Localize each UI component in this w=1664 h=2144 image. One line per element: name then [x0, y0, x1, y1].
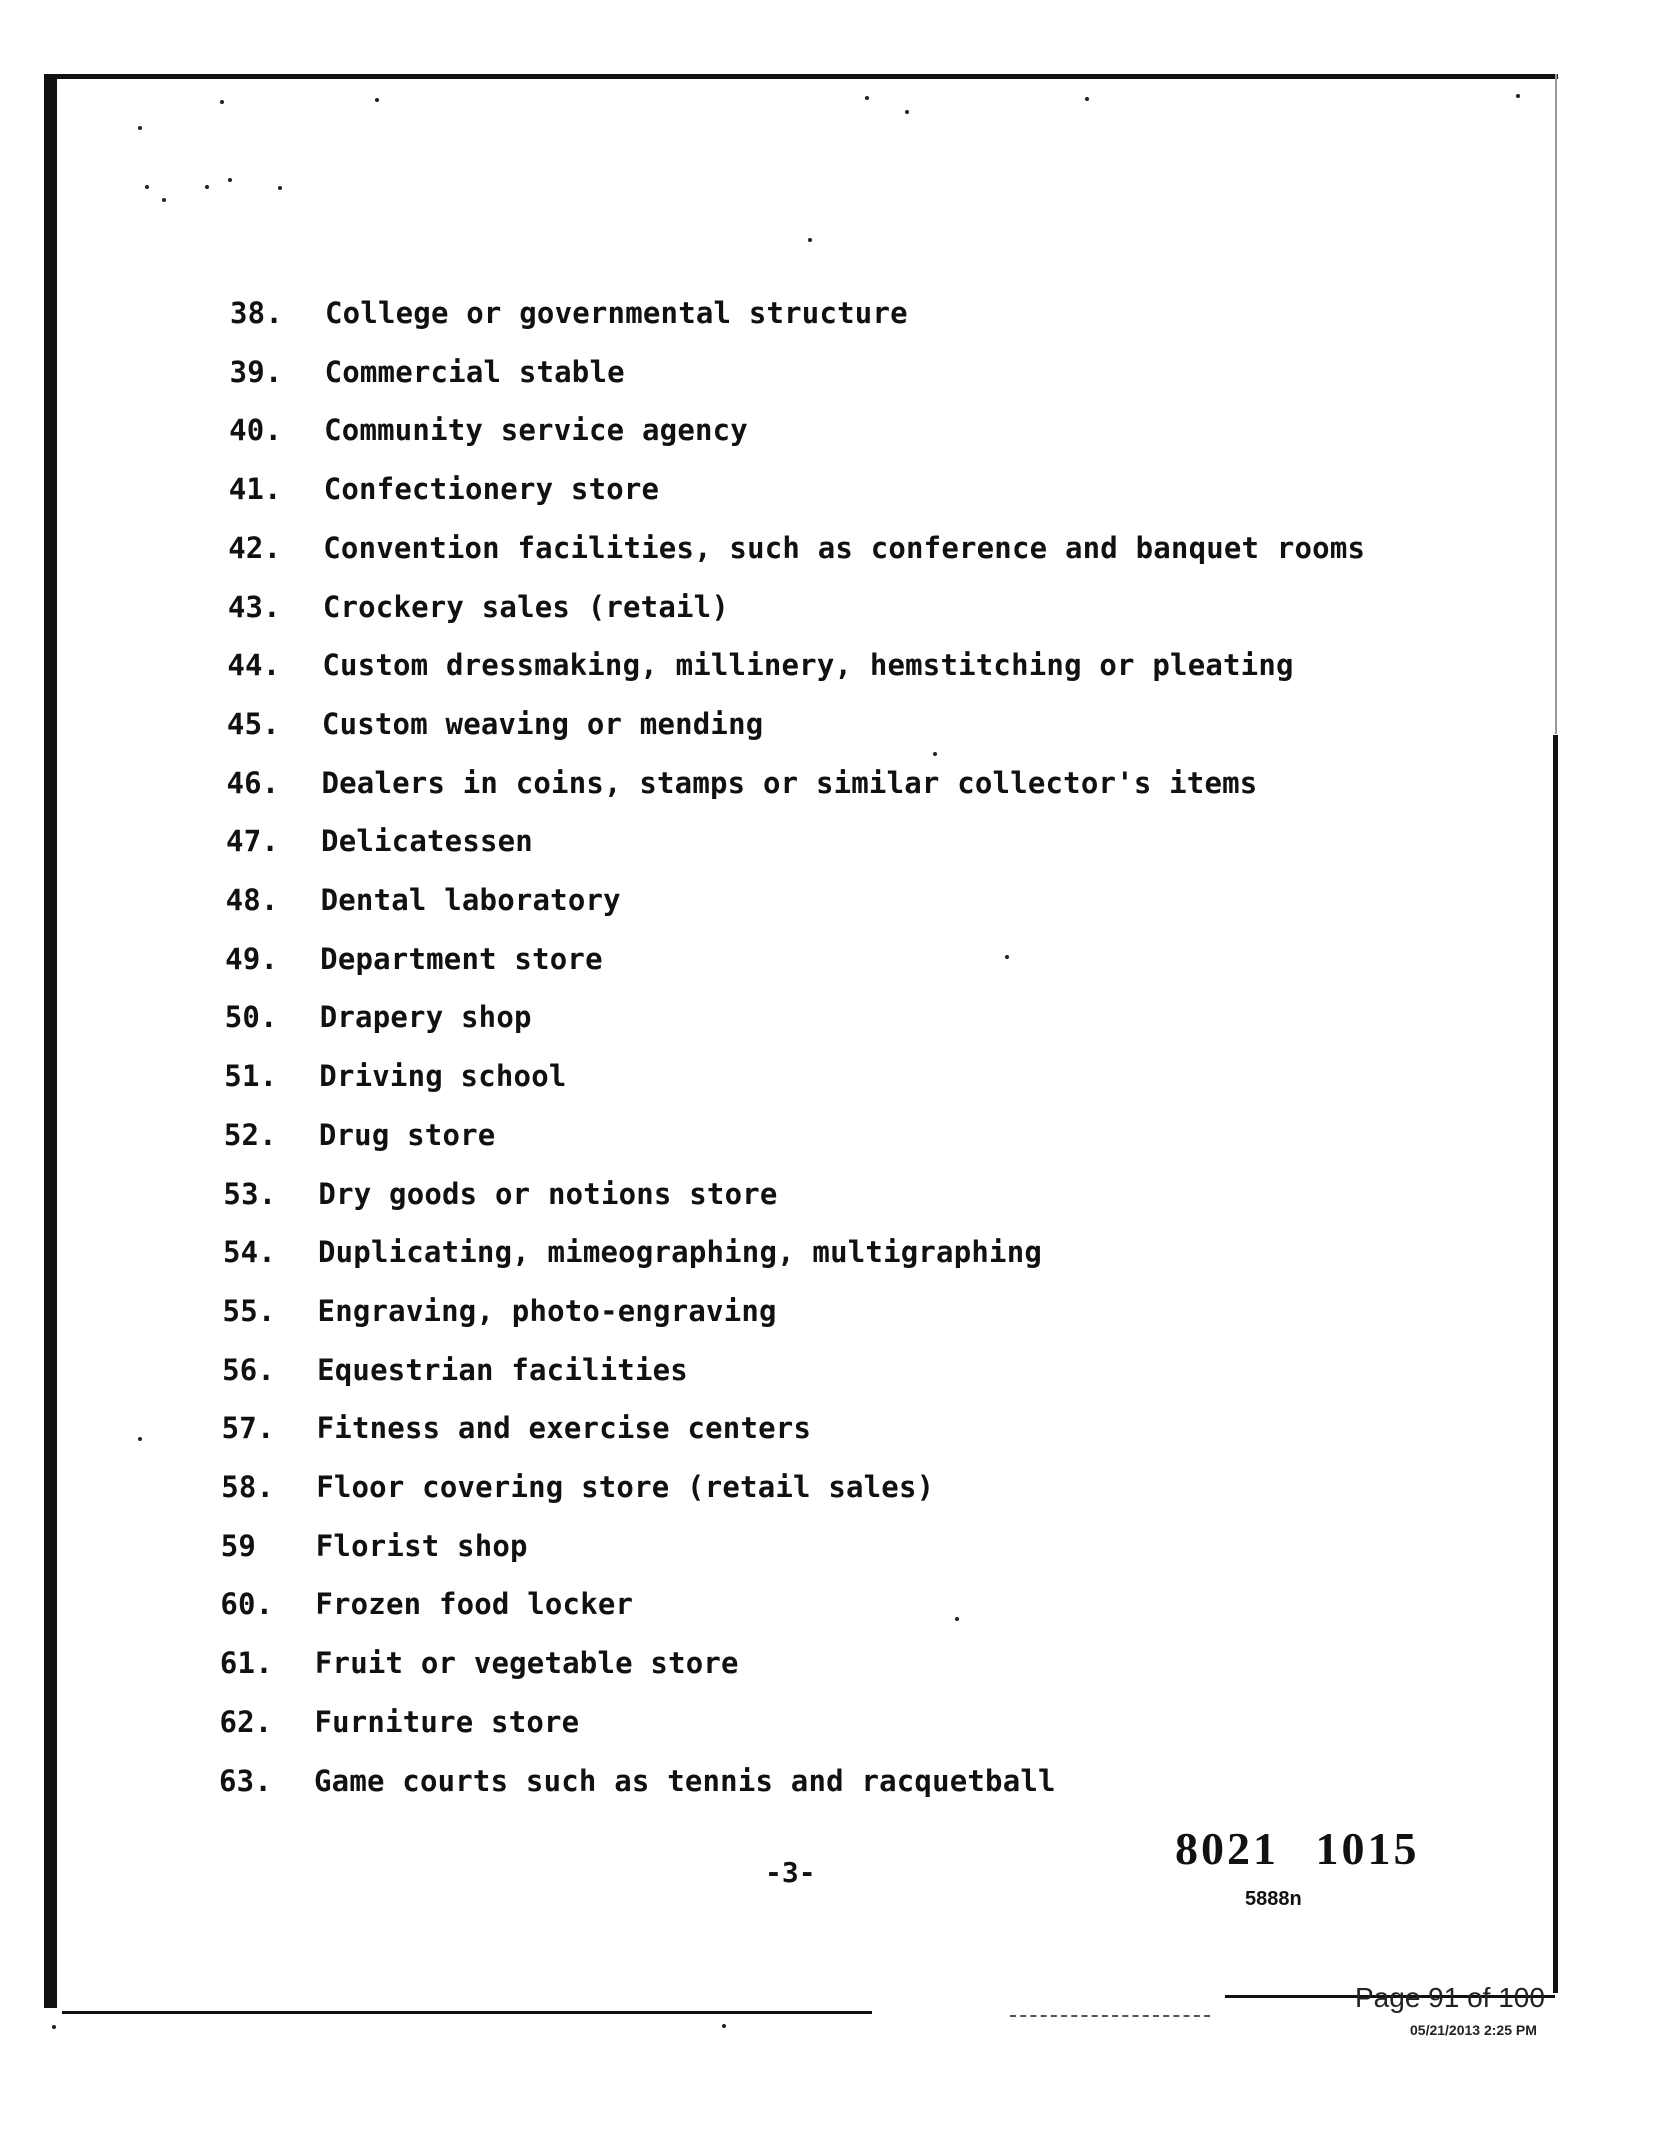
list-item-number: 59	[220, 1528, 257, 1563]
list-item	[223, 1177, 777, 1227]
list-item	[230, 296, 908, 346]
list-item	[220, 1646, 739, 1696]
scan-speck	[145, 185, 149, 189]
list-item-number: 54.	[222, 1235, 276, 1270]
list-item-text: Custom dressmaking, millinery, hemstitching or pleating	[322, 648, 1294, 683]
scan-speck	[1005, 955, 1009, 959]
list-item-text: Engraving, photo-engraving	[317, 1293, 777, 1328]
list-item-number: 57.	[221, 1411, 275, 1446]
scan-speck	[228, 178, 232, 182]
document-sub-code: 5888n	[1245, 1888, 1302, 1910]
list-item	[227, 707, 764, 757]
list-item-text: Drug store	[318, 1117, 496, 1152]
bottom-rule-dashed	[1010, 2015, 1210, 2017]
list-item-number: 49.	[225, 941, 279, 976]
list-item-text: Frozen food locker	[315, 1587, 634, 1622]
list-item-text: Game courts such as tennis and racquetball	[314, 1763, 1056, 1798]
list-item-number: 58.	[221, 1470, 275, 1504]
scan-speck	[138, 1437, 142, 1441]
list-item	[222, 1411, 811, 1461]
list-item-text: Department store	[320, 941, 603, 976]
list-item	[230, 355, 625, 405]
scan-speck	[865, 96, 869, 100]
print-timestamp: 05/21/2013 2:25 PM	[1410, 2022, 1537, 2038]
list-item-number: 56.	[222, 1352, 276, 1387]
list-item	[228, 531, 1365, 581]
list-item-number: 47.	[226, 824, 280, 859]
list-item	[222, 1353, 688, 1403]
scan-speck	[138, 126, 142, 130]
list-item-number: 55.	[222, 1293, 276, 1328]
list-item	[226, 766, 1257, 816]
document-code: 8021 1015	[1175, 1823, 1420, 1874]
list-item	[226, 883, 621, 933]
list-item-text: Community service agency	[324, 413, 748, 448]
scan-border-left	[44, 74, 57, 2008]
list-item-text: Dealers in coins, stamps or similar collector's items	[321, 765, 1258, 800]
list-item	[229, 413, 748, 463]
list-item	[229, 472, 660, 522]
list-item	[228, 590, 729, 640]
list-item-text: Commercial stable	[324, 354, 625, 389]
list-item-text: Equestrian facilities	[317, 1352, 688, 1387]
list-item-text: Fruit or vegetable store	[314, 1646, 739, 1681]
list-item-text: Delicatessen	[321, 824, 533, 859]
scan-border-right-upper	[1555, 74, 1557, 734]
list-item-text: Fitness and exercise centers	[316, 1411, 812, 1446]
list-item	[224, 1118, 496, 1168]
list-item	[227, 648, 1293, 698]
list-item-number: 44.	[227, 648, 281, 683]
list-item-number: 50.	[224, 1000, 278, 1035]
list-item-text: Convention facilities, such as conference and banquet rooms	[323, 530, 1366, 565]
list-item-number: 46.	[226, 765, 280, 800]
list-item-text: Floor covering store (retail sales)	[316, 1470, 935, 1504]
list-item-text: Dry goods or notions store	[318, 1176, 778, 1211]
list-item	[221, 1529, 528, 1579]
list-item-text: Duplicating, mimeographing, multigraphing	[317, 1235, 1043, 1270]
list-item-text: Driving school	[319, 1059, 567, 1094]
list-item-number: 62.	[219, 1704, 273, 1739]
list-item	[221, 1470, 934, 1520]
scan-speck	[933, 752, 937, 756]
list-item-number: 43.	[227, 589, 281, 624]
list-item-number: 61.	[219, 1646, 273, 1681]
page-number: -3-	[765, 1856, 816, 1889]
list-item-text: Crockery sales (retail)	[322, 589, 729, 624]
list-item-number: 51.	[224, 1059, 278, 1094]
list-item-number: 63.	[219, 1763, 272, 1798]
scan-speck	[375, 98, 379, 102]
scan-speck	[722, 2024, 726, 2028]
list-item-text: Custom weaving or mending	[321, 706, 764, 741]
scan-speck	[955, 1617, 959, 1621]
list-item	[220, 1587, 633, 1637]
list-item	[223, 1294, 777, 1344]
list-item-number: 38.	[230, 296, 283, 330]
list-item-number: 53.	[223, 1176, 277, 1211]
scan-speck	[808, 238, 812, 242]
list-item-text: Confectionery store	[323, 472, 660, 507]
list-item-number: 52.	[223, 1117, 277, 1152]
list-item-number: 40.	[229, 413, 283, 448]
list-item-text: Dental laboratory	[320, 883, 621, 917]
scan-speck	[278, 186, 282, 190]
scan-speck	[205, 185, 209, 189]
list-item-number: 45.	[226, 706, 280, 741]
list-item-number: 48.	[225, 883, 279, 917]
scan-speck	[220, 100, 224, 104]
list-item	[223, 1235, 1042, 1285]
list-item	[225, 1000, 532, 1050]
list-item	[226, 824, 533, 874]
list-item-text: Drapery shop	[319, 1000, 532, 1035]
scan-speck	[52, 2025, 56, 2029]
list-item	[225, 942, 603, 992]
scan-border-top	[44, 74, 1558, 79]
scan-speck	[162, 198, 166, 202]
list-item-number: 42.	[228, 530, 282, 565]
page-of-count: Page 91 of 100	[1355, 1982, 1545, 2013]
scan-speck	[1516, 94, 1520, 98]
list-item	[224, 1059, 566, 1109]
list-item-number: 41.	[228, 472, 282, 507]
list-item-number: 39.	[229, 354, 283, 389]
list-item-text: Furniture store	[314, 1704, 580, 1739]
bottom-rule-left	[62, 2011, 872, 2014]
list-item-text: College or governmental structure	[325, 296, 908, 330]
list-item-text: Florist shop	[315, 1528, 528, 1563]
scan-speck	[1085, 97, 1089, 101]
list-item-number: 60.	[220, 1587, 274, 1622]
list-item	[219, 1705, 579, 1755]
scan-speck	[905, 110, 909, 114]
scan-border-right	[1553, 735, 1558, 1993]
list-item	[219, 1764, 1056, 1814]
